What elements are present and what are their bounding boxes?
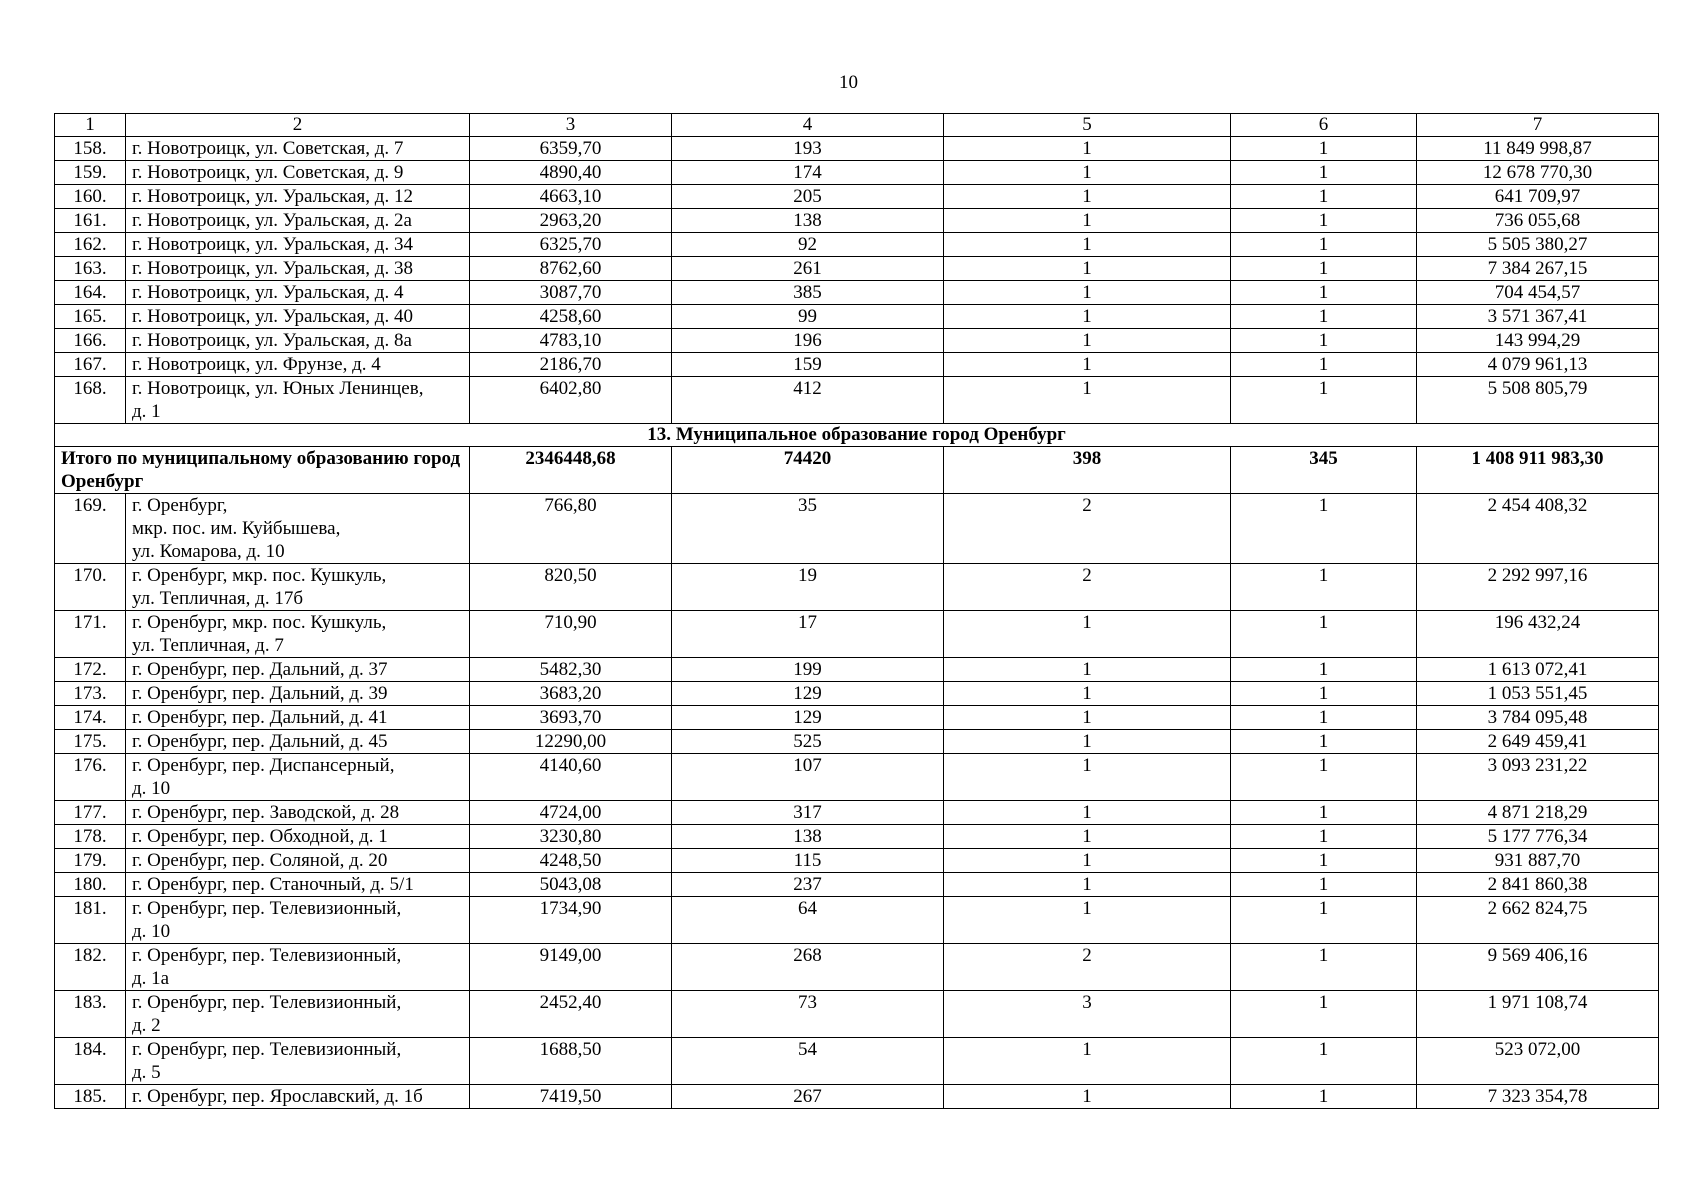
total-area: 2346448,68 xyxy=(470,447,672,494)
row-col5: 1 xyxy=(944,682,1231,706)
row-number: 160. xyxy=(55,185,126,209)
row-number: 180. xyxy=(55,873,126,897)
row-area: 9149,00 xyxy=(470,944,672,991)
row-col5: 1 xyxy=(944,209,1231,233)
row-col5: 1 xyxy=(944,137,1231,161)
row-number: 165. xyxy=(55,305,126,329)
row-residents: 159 xyxy=(672,353,944,377)
row-col6: 1 xyxy=(1231,233,1417,257)
row-col5: 1 xyxy=(944,611,1231,658)
row-address: г. Оренбург, пер. Станочный, д. 5/1 xyxy=(126,873,470,897)
row-number: 174. xyxy=(55,706,126,730)
row-number: 185. xyxy=(55,1085,126,1109)
row-col5: 1 xyxy=(944,730,1231,754)
row-address: г. Новотроицк, ул. Уральская, д. 4 xyxy=(126,281,470,305)
row-residents: 35 xyxy=(672,494,944,564)
table-row xyxy=(55,658,1659,682)
row-number: 181. xyxy=(55,897,126,944)
row-address: г. Оренбург, пер. Дальний, д. 37 xyxy=(126,658,470,682)
row-amount: 2 649 459,41 xyxy=(1417,730,1659,754)
row-residents: 199 xyxy=(672,658,944,682)
row-address: г. Оренбург, пер. Ярославский, д. 1б xyxy=(126,1085,470,1109)
row-number: 169. xyxy=(55,494,126,564)
table-row xyxy=(55,873,1659,897)
row-col6: 1 xyxy=(1231,377,1417,424)
row-residents: 237 xyxy=(672,873,944,897)
row-amount: 5 505 380,27 xyxy=(1417,233,1659,257)
row-area: 8762,60 xyxy=(470,257,672,281)
row-number: 171. xyxy=(55,611,126,658)
row-amount: 5 177 776,34 xyxy=(1417,825,1659,849)
row-col6: 1 xyxy=(1231,706,1417,730)
row-amount: 931 887,70 xyxy=(1417,849,1659,873)
row-area: 12290,00 xyxy=(470,730,672,754)
row-amount: 523 072,00 xyxy=(1417,1038,1659,1085)
row-area: 5482,30 xyxy=(470,658,672,682)
row-number: 167. xyxy=(55,353,126,377)
row-amount: 3 093 231,22 xyxy=(1417,754,1659,801)
table-row xyxy=(55,611,1659,658)
row-residents: 412 xyxy=(672,377,944,424)
row-address: г. Оренбург, пер. Заводской, д. 28 xyxy=(126,801,470,825)
row-residents: 205 xyxy=(672,185,944,209)
row-number: 158. xyxy=(55,137,126,161)
row-number: 173. xyxy=(55,682,126,706)
row-col6: 1 xyxy=(1231,1085,1417,1109)
row-amount: 1 053 551,45 xyxy=(1417,682,1659,706)
row-residents: 99 xyxy=(672,305,944,329)
row-amount: 1 971 108,74 xyxy=(1417,991,1659,1038)
row-col6: 1 xyxy=(1231,353,1417,377)
row-residents: 138 xyxy=(672,825,944,849)
row-col6: 1 xyxy=(1231,825,1417,849)
row-number: 163. xyxy=(55,257,126,281)
row-amount: 641 709,97 xyxy=(1417,185,1659,209)
total-col6: 345 xyxy=(1231,447,1417,494)
housing-registry-table xyxy=(54,113,1659,1109)
table-row xyxy=(55,185,1659,209)
row-area: 2963,20 xyxy=(470,209,672,233)
row-col6: 1 xyxy=(1231,281,1417,305)
row-amount: 2 841 860,38 xyxy=(1417,873,1659,897)
row-amount: 704 454,57 xyxy=(1417,281,1659,305)
row-residents: 64 xyxy=(672,897,944,944)
section-header-row xyxy=(55,424,1659,447)
column-header: 4 xyxy=(672,114,944,137)
row-area: 820,50 xyxy=(470,564,672,611)
row-number: 159. xyxy=(55,161,126,185)
row-address: г. Оренбург, пер. Дальний, д. 45 xyxy=(126,730,470,754)
table-row xyxy=(55,137,1659,161)
row-area: 6359,70 xyxy=(470,137,672,161)
row-residents: 525 xyxy=(672,730,944,754)
section-total-row xyxy=(55,447,1659,494)
row-amount: 736 055,68 xyxy=(1417,209,1659,233)
row-col5: 1 xyxy=(944,658,1231,682)
row-col6: 1 xyxy=(1231,137,1417,161)
row-residents: 261 xyxy=(672,257,944,281)
row-col6: 1 xyxy=(1231,754,1417,801)
row-col5: 1 xyxy=(944,801,1231,825)
row-number: 162. xyxy=(55,233,126,257)
row-col5: 1 xyxy=(944,377,1231,424)
row-residents: 54 xyxy=(672,1038,944,1085)
total-col5: 398 xyxy=(944,447,1231,494)
row-address: г. Новотроицк, ул. Фрунзе, д. 4 xyxy=(126,353,470,377)
row-col5: 1 xyxy=(944,185,1231,209)
row-col6: 1 xyxy=(1231,494,1417,564)
row-col6: 1 xyxy=(1231,209,1417,233)
row-number: 166. xyxy=(55,329,126,353)
row-area: 4890,40 xyxy=(470,161,672,185)
row-area: 3087,70 xyxy=(470,281,672,305)
row-amount: 7 384 267,15 xyxy=(1417,257,1659,281)
row-area: 2186,70 xyxy=(470,353,672,377)
row-residents: 73 xyxy=(672,991,944,1038)
row-col5: 1 xyxy=(944,257,1231,281)
row-number: 182. xyxy=(55,944,126,991)
row-col5: 1 xyxy=(944,1085,1231,1109)
row-area: 4140,60 xyxy=(470,754,672,801)
page-number: 10 xyxy=(839,72,858,93)
row-residents: 196 xyxy=(672,329,944,353)
row-area: 4248,50 xyxy=(470,849,672,873)
row-number: 178. xyxy=(55,825,126,849)
row-residents: 107 xyxy=(672,754,944,801)
row-number: 175. xyxy=(55,730,126,754)
row-amount: 2 292 997,16 xyxy=(1417,564,1659,611)
row-address: г. Новотроицк, ул. Уральская, д. 12 xyxy=(126,185,470,209)
row-address: г. Оренбург, мкр. пос. Кушкуль, ул. Тепличная, д. 7 xyxy=(126,611,470,658)
row-col6: 1 xyxy=(1231,991,1417,1038)
table-row xyxy=(55,233,1659,257)
row-area: 6402,80 xyxy=(470,377,672,424)
row-residents: 317 xyxy=(672,801,944,825)
row-amount: 7 323 354,78 xyxy=(1417,1085,1659,1109)
row-area: 5043,08 xyxy=(470,873,672,897)
row-address: г. Оренбург, пер. Телевизионный, д. 5 xyxy=(126,1038,470,1085)
row-area: 4783,10 xyxy=(470,329,672,353)
row-address: г. Новотроицк, ул. Уральская, д. 34 xyxy=(126,233,470,257)
table-row xyxy=(55,754,1659,801)
table-row xyxy=(55,564,1659,611)
row-number: 161. xyxy=(55,209,126,233)
row-col5: 1 xyxy=(944,329,1231,353)
row-col5: 2 xyxy=(944,564,1231,611)
row-amount: 196 432,24 xyxy=(1417,611,1659,658)
row-amount: 3 571 367,41 xyxy=(1417,305,1659,329)
row-address: г. Оренбург, пер. Диспансерный, д. 10 xyxy=(126,754,470,801)
row-col6: 1 xyxy=(1231,161,1417,185)
row-col5: 2 xyxy=(944,944,1231,991)
row-amount: 2 662 824,75 xyxy=(1417,897,1659,944)
row-residents: 115 xyxy=(672,849,944,873)
row-col5: 1 xyxy=(944,849,1231,873)
row-address: г. Оренбург, пер. Дальний, д. 41 xyxy=(126,706,470,730)
row-col6: 1 xyxy=(1231,611,1417,658)
row-address: г. Новотроицк, ул. Уральская, д. 38 xyxy=(126,257,470,281)
row-address: г. Новотроицк, ул. Уральская, д. 8а xyxy=(126,329,470,353)
table-row xyxy=(55,991,1659,1038)
table-row xyxy=(55,377,1659,424)
total-label: Итого по муниципальному образованию город Оренбург xyxy=(55,447,470,494)
row-col5: 1 xyxy=(944,897,1231,944)
table-row xyxy=(55,209,1659,233)
row-area: 2452,40 xyxy=(470,991,672,1038)
row-number: 179. xyxy=(55,849,126,873)
row-residents: 193 xyxy=(672,137,944,161)
row-col6: 1 xyxy=(1231,257,1417,281)
row-col5: 1 xyxy=(944,305,1231,329)
row-number: 164. xyxy=(55,281,126,305)
row-col6: 1 xyxy=(1231,801,1417,825)
row-number: 176. xyxy=(55,754,126,801)
row-area: 6325,70 xyxy=(470,233,672,257)
row-residents: 129 xyxy=(672,682,944,706)
row-amount: 4 871 218,29 xyxy=(1417,801,1659,825)
table-row xyxy=(55,1038,1659,1085)
row-col5: 1 xyxy=(944,161,1231,185)
table-row xyxy=(55,281,1659,305)
table-row xyxy=(55,353,1659,377)
row-area: 7419,50 xyxy=(470,1085,672,1109)
row-col5: 1 xyxy=(944,353,1231,377)
column-number-row xyxy=(55,114,1659,137)
row-address: г. Оренбург, пер. Телевизионный, д. 2 xyxy=(126,991,470,1038)
row-col6: 1 xyxy=(1231,185,1417,209)
row-address: г. Новотроицк, ул. Юных Ленинцев, д. 1 xyxy=(126,377,470,424)
row-address: г. Оренбург, пер. Телевизионный, д. 1а xyxy=(126,944,470,991)
row-col6: 1 xyxy=(1231,873,1417,897)
row-amount: 11 849 998,87 xyxy=(1417,137,1659,161)
row-col5: 1 xyxy=(944,754,1231,801)
row-col5: 1 xyxy=(944,873,1231,897)
row-residents: 385 xyxy=(672,281,944,305)
row-col6: 1 xyxy=(1231,329,1417,353)
column-header: 3 xyxy=(470,114,672,137)
row-number: 168. xyxy=(55,377,126,424)
row-area: 1688,50 xyxy=(470,1038,672,1085)
row-col6: 1 xyxy=(1231,1038,1417,1085)
table-row xyxy=(55,706,1659,730)
row-area: 3683,20 xyxy=(470,682,672,706)
row-address: г. Оренбург, пер. Обходной, д. 1 xyxy=(126,825,470,849)
row-residents: 174 xyxy=(672,161,944,185)
table-row xyxy=(55,682,1659,706)
row-col6: 1 xyxy=(1231,730,1417,754)
row-col5: 1 xyxy=(944,706,1231,730)
column-header: 5 xyxy=(944,114,1231,137)
row-address: г. Новотроицк, ул. Уральская, д. 40 xyxy=(126,305,470,329)
total-residents: 74420 xyxy=(672,447,944,494)
row-amount: 12 678 770,30 xyxy=(1417,161,1659,185)
row-col6: 1 xyxy=(1231,849,1417,873)
row-amount: 3 784 095,48 xyxy=(1417,706,1659,730)
table-row xyxy=(55,305,1659,329)
row-address: г. Оренбург, мкр. пос. Кушкуль, ул. Тепличная, д. 17б xyxy=(126,564,470,611)
row-residents: 268 xyxy=(672,944,944,991)
row-col6: 1 xyxy=(1231,658,1417,682)
row-area: 4724,00 xyxy=(470,801,672,825)
row-residents: 17 xyxy=(672,611,944,658)
row-number: 177. xyxy=(55,801,126,825)
row-residents: 19 xyxy=(672,564,944,611)
row-address: г. Оренбург, мкр. пос. им. Куйбышева, ул. Комарова, д. 10 xyxy=(126,494,470,564)
row-amount: 5 508 805,79 xyxy=(1417,377,1659,424)
row-area: 4663,10 xyxy=(470,185,672,209)
table-row xyxy=(55,825,1659,849)
row-area: 766,80 xyxy=(470,494,672,564)
column-header: 7 xyxy=(1417,114,1659,137)
row-number: 183. xyxy=(55,991,126,1038)
row-residents: 138 xyxy=(672,209,944,233)
table-row xyxy=(55,329,1659,353)
row-area: 4258,60 xyxy=(470,305,672,329)
row-area: 1734,90 xyxy=(470,897,672,944)
table-row xyxy=(55,257,1659,281)
row-amount: 9 569 406,16 xyxy=(1417,944,1659,991)
table-row xyxy=(55,801,1659,825)
row-area: 710,90 xyxy=(470,611,672,658)
row-area: 3230,80 xyxy=(470,825,672,849)
row-address: г. Новотроицк, ул. Советская, д. 7 xyxy=(126,137,470,161)
row-amount: 1 613 072,41 xyxy=(1417,658,1659,682)
row-address: г. Оренбург, пер. Дальний, д. 39 xyxy=(126,682,470,706)
column-header: 2 xyxy=(126,114,470,137)
row-address: г. Оренбург, пер. Телевизионный, д. 10 xyxy=(126,897,470,944)
row-amount: 4 079 961,13 xyxy=(1417,353,1659,377)
row-col6: 1 xyxy=(1231,305,1417,329)
row-address: г. Новотроицк, ул. Уральская, д. 2а xyxy=(126,209,470,233)
row-col5: 3 xyxy=(944,991,1231,1038)
row-area: 3693,70 xyxy=(470,706,672,730)
row-address: г. Новотроицк, ул. Советская, д. 9 xyxy=(126,161,470,185)
row-col5: 2 xyxy=(944,494,1231,564)
column-header: 1 xyxy=(55,114,126,137)
column-header: 6 xyxy=(1231,114,1417,137)
row-number: 184. xyxy=(55,1038,126,1085)
row-number: 172. xyxy=(55,658,126,682)
row-amount: 2 454 408,32 xyxy=(1417,494,1659,564)
row-col6: 1 xyxy=(1231,944,1417,991)
row-col6: 1 xyxy=(1231,682,1417,706)
row-residents: 92 xyxy=(672,233,944,257)
row-col6: 1 xyxy=(1231,564,1417,611)
row-residents: 129 xyxy=(672,706,944,730)
table-row xyxy=(55,944,1659,991)
total-amount: 1 408 911 983,30 xyxy=(1417,447,1659,494)
table-row xyxy=(55,494,1659,564)
row-address: г. Оренбург, пер. Соляной, д. 20 xyxy=(126,849,470,873)
table-row xyxy=(55,730,1659,754)
row-amount: 143 994,29 xyxy=(1417,329,1659,353)
table-row xyxy=(55,849,1659,873)
row-number: 170. xyxy=(55,564,126,611)
section-title: 13. Муниципальное образование город Оренбург xyxy=(55,424,1659,447)
table-row xyxy=(55,161,1659,185)
row-col5: 1 xyxy=(944,281,1231,305)
table-row xyxy=(55,897,1659,944)
row-col5: 1 xyxy=(944,1038,1231,1085)
row-col5: 1 xyxy=(944,825,1231,849)
row-residents: 267 xyxy=(672,1085,944,1109)
row-col6: 1 xyxy=(1231,897,1417,944)
row-col5: 1 xyxy=(944,233,1231,257)
table-row xyxy=(55,1085,1659,1109)
